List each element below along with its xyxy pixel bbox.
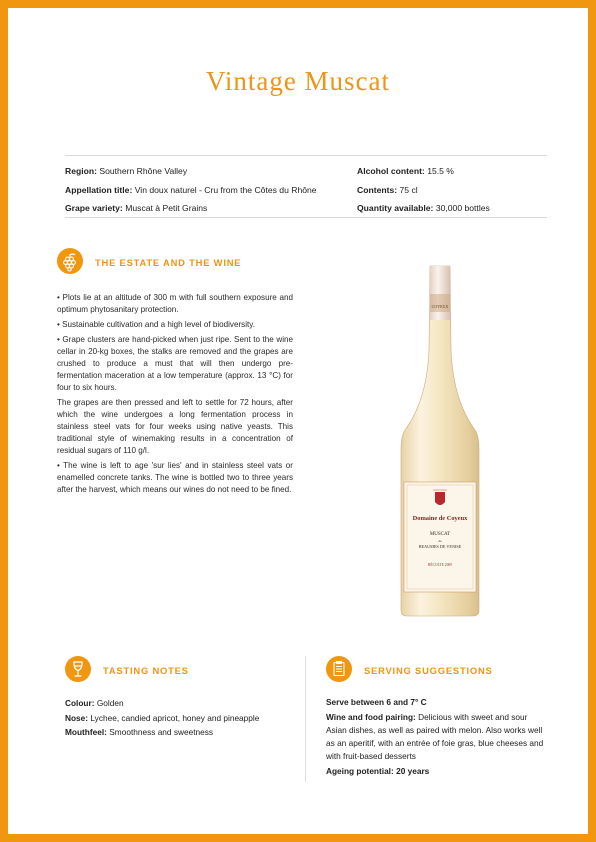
grapes-icon [57,248,83,274]
wine-glass-icon [65,656,91,682]
spec-contents: Contents: 75 cl [357,184,418,195]
specs-left [65,162,317,218]
serving-notes [326,696,550,778]
tasting-mouthfeel: Mouthfeel: Smoothness and sweetness [65,727,214,737]
specs-divider [65,217,547,218]
tasting-heading: TASTING NOTES [103,665,189,676]
serving-ageing: Ageing potential: 20 years [326,766,430,776]
spec-quantity: Quantity available: 30,000 bottles [357,203,490,213]
estate-paragraph: • Plots lie at an altitude of 300 m with full southern exposure and optimum phytosanitary protection. [57,293,293,314]
notepad-icon [326,656,352,682]
spec-alcohol: Alcohol content: 15.5 % [357,166,454,176]
serving-pairing: Wine and food pairing: Delicious with sweet and sour Asian dishes, as well as paired with melon. Also works well as an aperitif, with an entrée of foie gras, blue cheeses and with fruit-based desserts [326,712,544,761]
serving-temperature: Serve between 6 and 7° C [326,697,427,707]
tasting-colour: Colour: Golden [65,698,124,708]
column-divider [305,656,306,782]
spec-appellation: Appellation title: Vin doux naturel - Cru from the Côtes du Rhône [65,184,317,195]
estate-paragraph: • Sustainable cultivation and a high level of biodiversity. [57,320,255,329]
bottle-wine: MUSCAT [429,532,451,537]
estate-paragraph: • The wine is left to age 'sur lies' and in stainless steel vats or enamelled concrete tanks. The wine is bottled two to three years after the harvest, which means our wines do not need to be fined. [57,461,293,494]
serving-heading: SERVING SUGGESTIONS [364,665,493,676]
bottle-neck-label: COYEUX [431,304,449,309]
spec-region: Region: Southern Rhône Valley [65,166,188,176]
estate-heading: THE ESTATE AND THE WINE [95,257,242,268]
bottle-vintage: RÉCOLTE 2009 [428,563,452,567]
bottle-brand: Domaine de Coyeux [412,515,468,522]
page-title: Vintage Muscat [205,66,391,96]
bottle-de: de [438,539,442,543]
wine-bottle-image [395,260,485,620]
spec-grape: Grape variety: Muscat à Petit Grains [65,203,208,213]
estate-text [57,292,293,499]
tasting-notes [65,696,295,740]
bottle-appellation: BEAUMES DE VENISE [418,544,462,549]
estate-paragraph: The grapes are then pressed and left to settle for 72 hours, after which the wine undergoes a long fermentation process in stainless steel vats for four weeks using native yeasts. This traditional style of winemaking results in a concentration of residual sugars of 110 g/l. [57,398,293,455]
estate-paragraph: • Grape clusters are hand-picked when just ripe. Sent to the wine cellar in 20-kg boxes, the stalks are removed and the grapes are crushed to produce a must that will then undergo pre-fermentation maceration at a low temperature (approx. 13 °C) for four to six hours. [57,335,293,392]
top-divider [65,155,547,156]
specs-right [357,162,490,218]
tasting-nose: Nose: Lychee, candied apricot, honey and pineapple [65,712,260,723]
